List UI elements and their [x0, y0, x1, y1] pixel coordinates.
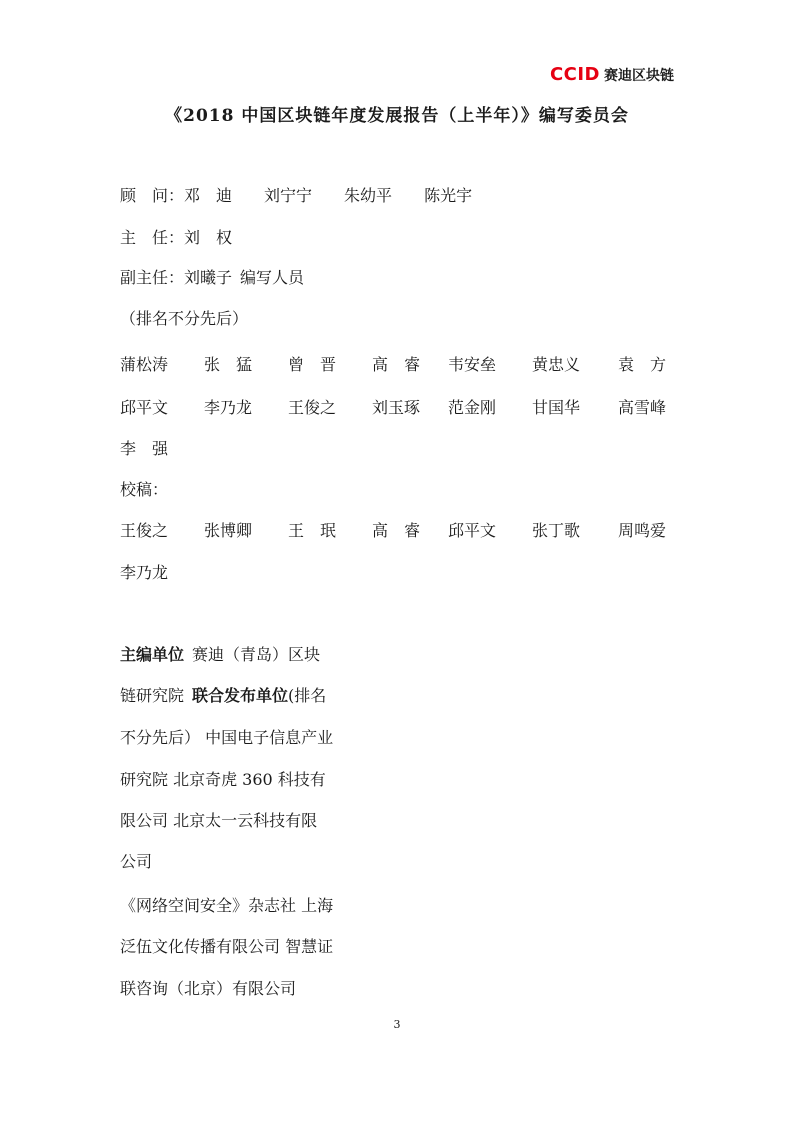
writer-name: 韦安垒: [448, 355, 497, 374]
host-unit-text: 链研究院: [120, 686, 185, 705]
writer-name: 张 猛: [204, 355, 253, 374]
deputy-label: 副主任：: [120, 268, 185, 287]
director-label: 主 任：: [120, 228, 185, 247]
joint-unit-label: 联合发布单位: [192, 686, 289, 705]
logo-name: 赛迪区块链: [604, 68, 674, 84]
writer-name: 刘玉琢: [372, 398, 421, 417]
writer-name: 王俊之: [288, 398, 337, 417]
writer-name: 蒲松涛: [120, 355, 169, 374]
advisors-line: [120, 184, 472, 208]
units-line-5: 限公司 北京太一云科技有限: [120, 811, 318, 830]
advisor-name: 邓 迪: [184, 186, 233, 205]
writer-name: 黄忠义: [532, 355, 581, 374]
writer-name: 李 强: [120, 439, 169, 458]
advisor-name: 刘宁宁: [264, 186, 313, 205]
advisor-name: 朱幼平: [344, 186, 393, 205]
writer-name: 邱平文: [120, 398, 169, 417]
host-unit-label: 主编单位: [120, 645, 185, 664]
director-name: 刘 权: [184, 228, 233, 247]
units-line-4: 研究院 北京奇虎 360 科技有: [120, 770, 326, 789]
director-line: [120, 226, 232, 250]
units-line-1: [120, 643, 320, 667]
proofreader-name: 王 珉: [288, 521, 337, 540]
writer-name: 曾 晋: [288, 355, 337, 374]
advisor-name: 陈光宇: [424, 186, 473, 205]
page-number: 3: [393, 1018, 401, 1031]
proofread-label: 校稿：: [120, 480, 169, 499]
units-line-7: 《网络空间安全》杂志社 上海: [120, 896, 334, 915]
deputy-name: 刘曦子: [184, 268, 233, 287]
proofreader-name: 李乃龙: [120, 563, 169, 582]
advisors-label: 顾 问：: [120, 186, 185, 205]
units-line-3: 不分先后） 中国电子信息产业: [120, 728, 334, 747]
writers-label: 编写人员: [240, 268, 305, 287]
writer-name: 高 睿: [372, 355, 421, 374]
joint-unit-note: (排名: [288, 686, 327, 705]
writer-name: 甘国华: [532, 398, 581, 417]
page-title: 《2018 中国区块链年度发展报告（上半年）》编写委员会: [165, 106, 629, 126]
deputy-line: [120, 266, 304, 290]
logo-mark: CCID: [549, 64, 600, 85]
proofreader-name: 张丁歌: [532, 521, 581, 540]
proofreader-name: 邱平文: [448, 521, 497, 540]
units-line-6: 公司: [120, 852, 153, 871]
proofreader-name: 王俊之: [120, 521, 169, 540]
proofreader-name: 高 睿: [372, 521, 421, 540]
proofreader-name: 张博卿: [204, 521, 253, 540]
units-line-2: [120, 684, 326, 708]
writer-name: 高雪峰: [618, 398, 667, 417]
header-logo: [550, 64, 674, 86]
order-note: （排名不分先后）: [120, 309, 249, 328]
writer-name: 袁 方: [618, 355, 667, 374]
writer-name: 范金刚: [448, 398, 497, 417]
proofreader-name: 周鸣爱: [618, 521, 667, 540]
units-line-8: 泛伍文化传播有限公司 智慧证: [120, 937, 334, 956]
writer-name: 李乃龙: [204, 398, 253, 417]
units-line-9: 联咨询（北京）有限公司: [120, 979, 297, 998]
host-unit-text: 赛迪（青岛）区块: [192, 645, 321, 664]
